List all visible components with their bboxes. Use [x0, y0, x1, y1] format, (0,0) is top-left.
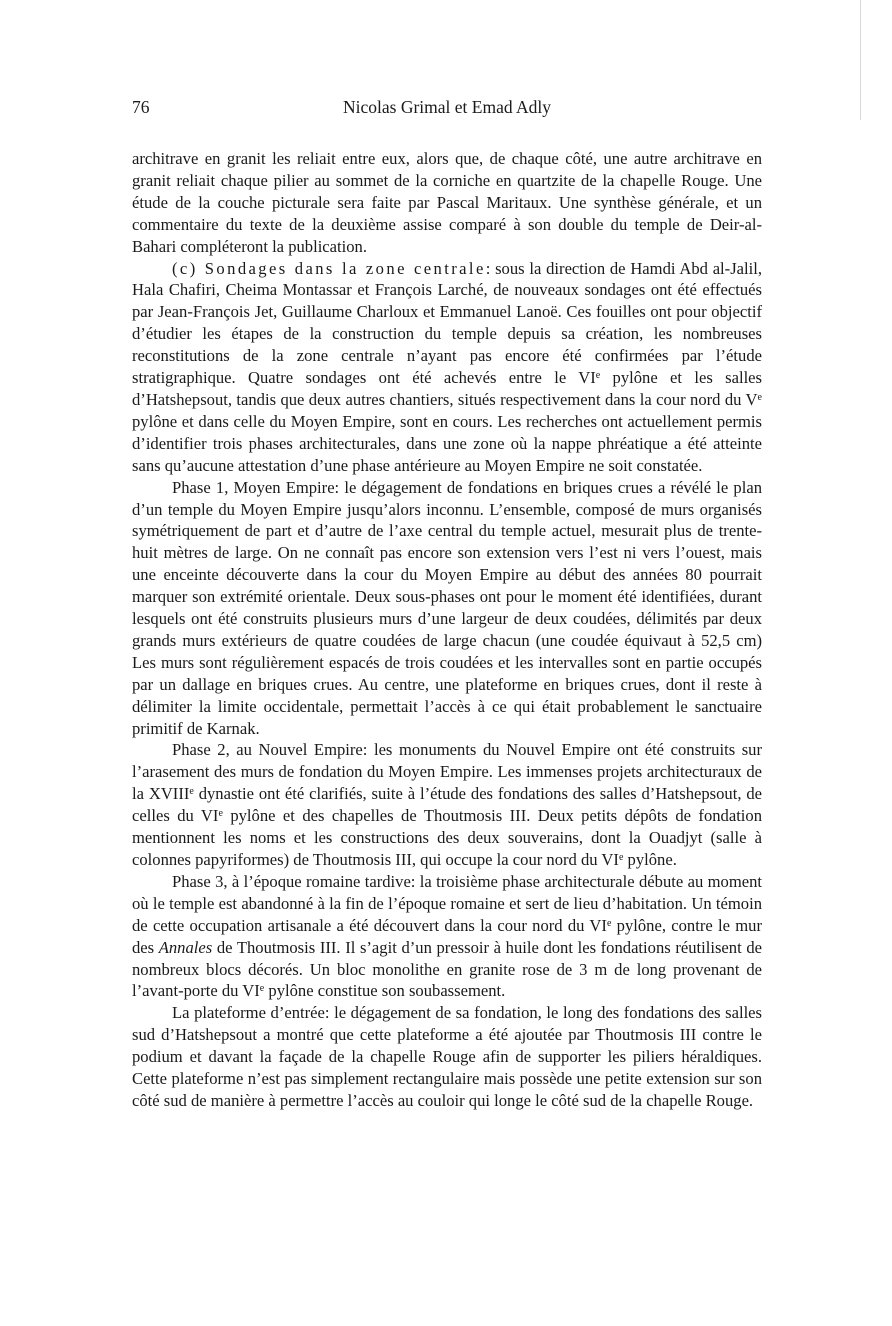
- running-head: Nicolas Grimal et Emad Adly: [342, 97, 551, 117]
- paragraph-plateforme: [132, 1002, 762, 1112]
- paragraph-text: pylône.: [623, 850, 677, 869]
- superscript: e: [595, 370, 601, 382]
- paragraph-text: architrave en granit les reliait entre eux, alors que, de chaque côté, une autre architrave en granit reliait chaque pilier au sommet de la corniche en quartzite de la chapelle Rouge. Une étude de la couche picturale sera faite par Pascal Maritaux. Une synthèse générale, et un commentaire du texte de la deuxième assise comparé à son double du temple de Deir-al-Bahari compléteront la publication.: [132, 149, 762, 256]
- superscript: e: [189, 786, 194, 798]
- paragraph-text: Phase 2, au Nouvel Empire: les monuments du Nouvel Empire ont été construits sur l’arasement des murs de fondation du Moyen Empire. Les immenses projets architecturaux de la XVIII: [132, 740, 762, 804]
- paragraph-architrave: [132, 148, 762, 258]
- paragraph-sondages: [132, 258, 762, 477]
- page-number: 76: [132, 97, 150, 117]
- paragraph-text: : sous la direction de Hamdi Abd al-Jalil, Hala Chafiri, Cheima Montassar et François Larché, de nouveaux sondages ont été effectués par Jean-François Jet, Guillaume Charloux et Emmanuel Lanoë. Ces fouilles ont pour objectif d’étudier les étapes de la construction du temple depuis sa création, les nombreuses reconstitutions de la zone centrale n’ayant pas encore été confirmées par l’étude stratigraphique. Quatre sondages ont été achevés entre le VI: [132, 258, 762, 388]
- paragraph-text: pylône et les salles d’Hatshepsout, tandis que deux autres chantiers, situés respectivement dans la cour nord du V: [132, 368, 763, 409]
- italic-title: Annales: [158, 937, 213, 957]
- paragraph-text: de Thoutmosis III. Il s’agit d’un pressoir à huile dont les fondations réutilisent de nombreux blocs décorés. Un bloc monolithe en granite rose de 3 m de long provenant de l’avant-porte du VI: [132, 937, 762, 1001]
- paragraph-text: pylône et dans celle du Moyen Empire, sont en cours. Les recherches ont actuellement permis d’identifier trois phases architecturales, dans une zone où la nappe phréatique a été atteinte sans qu’aucune attestation d’une phase antérieure au Moyen Empire ne soit constatée.: [132, 411, 762, 475]
- paragraph-phase-2: [132, 739, 762, 870]
- paragraph-phase-3: [132, 871, 762, 1002]
- paragraph-text: dynastie ont été clarifiés, suite à l’étude des fondations des salles d’Hatshepsout, de celles du VI: [132, 784, 763, 826]
- paragraph-text: Phase 1, Moyen Empire: le dégagement de fondations en briques crues a révélé le plan d’un temple du Moyen Empire jusqu’alors inconnu. L’ensemble, composé de murs organisés symétriquement de part et d’autre de l’axe central du temple actuel, mesurait plus de trente-huit mètres de large. On ne connaît pas encore son extension vers l’est ni vers l’ouest, mais une enceinte découverte dans la cour du Moyen Empire au début des années 80 pourrait marquer son extrémité orientale. Deux sous-phases ont pour le moment été identifiées, durant lesquels ont été construits plusieurs murs d’une largeur de deux coudées, délimités par deux grands murs extérieurs de quatre coudées de large chacun (une coudée équivaut à 52,5 cm) Les murs sont régulièrement espacés de trois coudées et les intervalles sont en partie occupés par un dallage en briques crues. Au centre, une plateforme en briques crues, dont il reste à délimiter la limite occidentale, permettait l’accès à ce qui était probablement le sanctuaire primitif de Karnak.: [132, 477, 762, 738]
- paragraph-text: Phase 3, à l’époque romaine tardive: la troisième phase architecturale débute au moment où le temple est abandonné à la fin de l’époque romaine et sert de lieu d’habitation. Un témoin de cette occupation artisanale a été découvert dans la cour nord du VI: [132, 871, 762, 935]
- superscript: e: [606, 917, 612, 929]
- superscript: e: [618, 852, 624, 863]
- paragraph-text: La plateforme d’entrée: le dégagement de sa fondation, le long des fondations des salles sud d’Hatshepsout a montré que cette plateforme a été ajoutée par Thoutmosis III contre le podium et davant la façade de la chapelle Rouge afin de supporter les piliers héraldiques. Cette plateforme n’est pas simplement rectangulaire mais possède une petite extension sur son côté sud de manière à permettre l’accès au couloir qui longe le côté sud de la chapelle Rouge.: [132, 1003, 762, 1110]
- superscript: e: [757, 391, 762, 403]
- paragraph-text: pylône constitue son soubassement.: [264, 981, 506, 1001]
- paragraph-text: pylône, contre le mur des: [132, 915, 762, 957]
- section-label: (c) Sondages dans la zone centrale: [172, 258, 486, 278]
- page-header: [132, 97, 762, 121]
- page-edge-line: [860, 0, 861, 120]
- paragraph-phase-1: [132, 477, 762, 740]
- superscript: e: [259, 983, 265, 995]
- superscript: e: [218, 808, 223, 820]
- body-text: [132, 148, 762, 1112]
- paragraph-text: pylône et des chapelles de Thoutmosis III. Deux petits dépôts de fondation mentionnent les noms et les constructions des deux souverains, dont la Ouadjyt (salle à colonnes papyriformes) de Thoutmosis III, qui occupe la cour nord du VI: [132, 806, 763, 869]
